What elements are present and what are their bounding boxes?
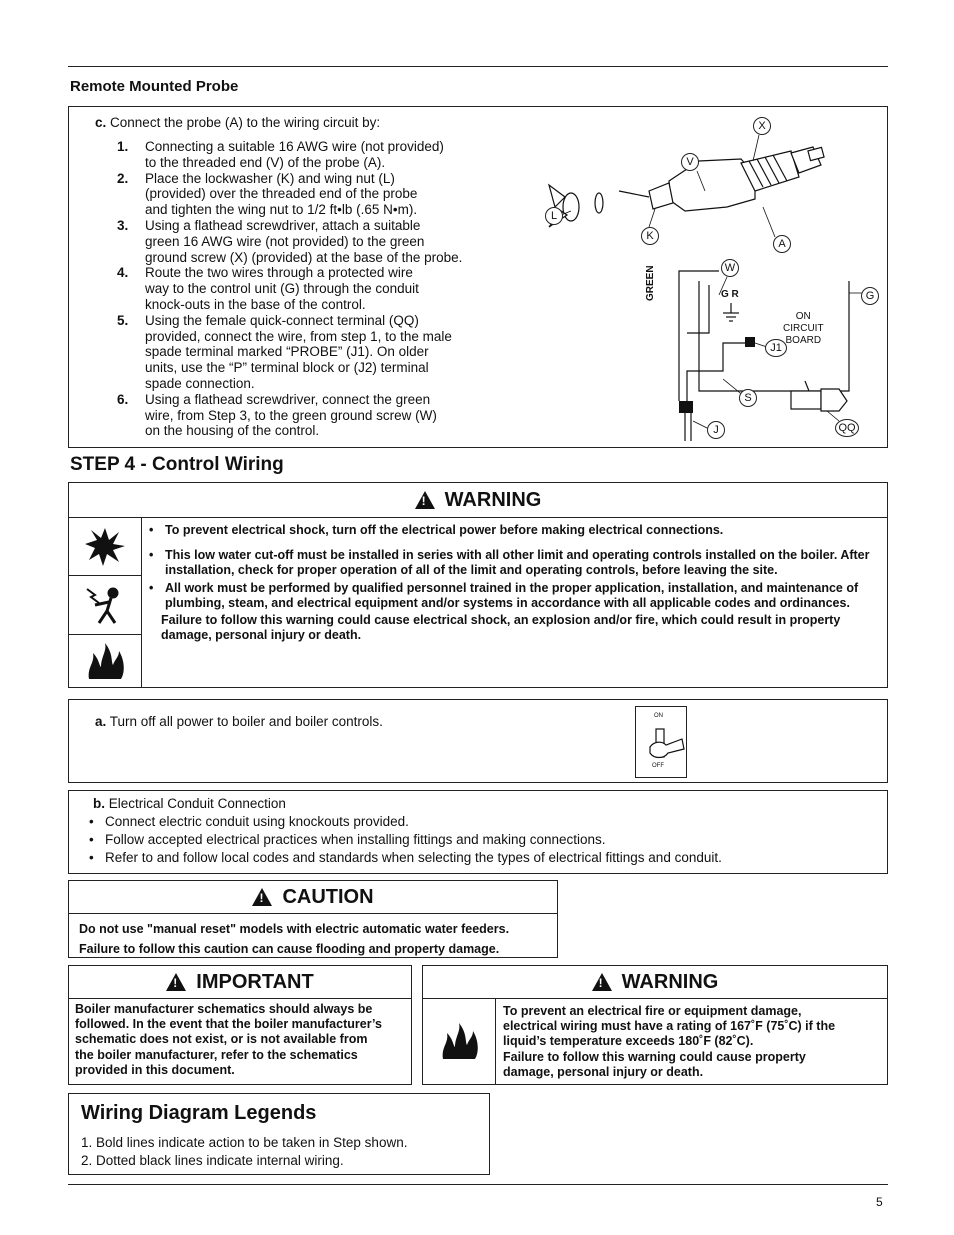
gr-terminal-label: G R	[721, 289, 739, 300]
caution-header	[69, 881, 557, 914]
legend-item: 2. Dotted black lines indicate internal wiring.	[81, 1153, 344, 1168]
warning-title: WARNING	[444, 488, 542, 511]
label-j1: J1	[765, 339, 787, 357]
step-b-bullet: • Follow accepted electrical practices when installing fittings and making connections.	[83, 831, 722, 849]
fire-warning-line: liquid’s temperature exceeds 180˚F (82˚C).	[503, 1034, 754, 1049]
label-j: J	[707, 421, 725, 439]
electric-shock-icon	[69, 576, 141, 635]
steps-list	[117, 139, 487, 439]
important-body	[75, 1002, 382, 1078]
warning-bullet: • This low water cut-off must be installed in series with all other limit and operating controls installed on the boiler. After installation, check for proper operation of all of the limit and operating controls, before leaving the site.	[143, 548, 881, 578]
step-line: green 16 AWG wire (not provided) to the green	[145, 233, 425, 249]
step-line: Using a flathead screwdriver, attach a suitable	[145, 217, 421, 233]
label-l: L	[545, 207, 563, 225]
fire-icon	[69, 635, 141, 687]
label-x: X	[753, 117, 771, 135]
label-qq: QQ	[835, 419, 859, 437]
board-line: ON	[795, 311, 811, 322]
step-line: on the housing of the control.	[145, 423, 320, 439]
step-a-box	[68, 699, 888, 783]
step-line: Route the two wires through a protected wire	[145, 265, 413, 281]
step-line: way to the control unit (G) through the conduit	[145, 281, 419, 297]
step-line: Using the female quick-connect terminal (QQ)	[145, 312, 419, 328]
warning-body	[143, 523, 881, 643]
step-line: to the threaded end (V) of the probe (A).	[145, 154, 386, 170]
step-b-bullet: • Connect electric conduit using knockouts provided.	[83, 813, 722, 831]
step-a-letter: a.	[95, 714, 107, 729]
fire-warning-line: To prevent an electrical fire or equipment damage,	[503, 1004, 802, 1018]
power-switch-illustration	[635, 706, 687, 778]
fire-warning-header	[423, 966, 887, 999]
important-title: IMPORTANT	[196, 970, 314, 993]
label-v: V	[681, 153, 699, 171]
step-2	[117, 171, 487, 218]
step-b-content	[93, 795, 722, 867]
step-number: 4.	[117, 265, 129, 281]
intro-text: Connect the probe (A) to the wiring circuit by:	[110, 115, 381, 130]
important-triangle-icon	[166, 973, 186, 991]
step-number: 6.	[117, 391, 129, 407]
step-line: knock-outs in the base of the control.	[145, 296, 366, 312]
label-k: K	[641, 227, 659, 245]
step-5	[117, 313, 487, 392]
caution-triangle-icon	[252, 888, 272, 906]
top-rule	[68, 66, 888, 67]
switch-on-label: ON	[654, 713, 663, 719]
probe-wiring-diagram	[509, 111, 885, 445]
warning-footer: Failure to follow this warning could cause electrical shock, an explosion and/or fire, which could result in property damage, personal injury or death.	[161, 613, 841, 643]
step-line: and tighten the wing nut to 1/2 ft•lb (.65 N•m).	[145, 202, 418, 218]
fire-warning-line: electrical wiring must have a rating of 167˚F (75˚C) if the	[503, 1019, 836, 1034]
label-w: W	[721, 259, 739, 277]
step4-title: STEP 4 - Control Wiring	[70, 454, 284, 475]
warning-bullet: • All work must be performed by qualified personnel trained in the proper application, installation, and maintenance of plumbing, steam, and electrical equipment and/or systems in accordance with all applicable codes and ordinances.	[143, 581, 881, 611]
step-line: Place the lockwasher (K) and wing nut (L)	[145, 170, 395, 186]
caution-line: Do not use "manual reset" models with electric automatic water feeders.	[79, 922, 510, 936]
important-line: schematic does not exist, or is not available from	[75, 1032, 368, 1047]
step-number: 1.	[117, 139, 129, 154]
step-line: provided, connect the wire, from step 1, to the male	[145, 328, 452, 344]
important-line: the boiler manufacturer, refer to the schematics	[75, 1047, 358, 1062]
step-number: 5.	[117, 312, 129, 328]
page-number: 5	[876, 1195, 883, 1209]
step-line: ground screw (X) (provided) at the base of the probe.	[145, 249, 463, 265]
step-6	[117, 392, 487, 439]
circuit-board-label	[783, 311, 824, 347]
important-line: Boiler manufacturer schematics should always be	[75, 1002, 373, 1016]
legends-list	[81, 1134, 407, 1170]
step-line: spade connection.	[145, 375, 255, 391]
step-line: Using a flathead screwdriver, connect the green	[145, 391, 431, 407]
fire-warning-box	[422, 965, 888, 1085]
label-a: A	[773, 235, 791, 253]
important-header	[69, 966, 411, 999]
fire-warning-body	[503, 1004, 835, 1080]
fire-warning-triangle-icon	[592, 973, 612, 991]
explosion-icon	[69, 517, 141, 576]
section-heading: Remote Mounted Probe	[70, 78, 239, 95]
caution-body	[79, 919, 509, 959]
important-line: followed. In the event that the boiler manufacturer’s	[75, 1017, 382, 1032]
step-number: 3.	[117, 217, 129, 233]
step-3	[117, 218, 487, 265]
warning-bullet: • To prevent electrical shock, turn off the electrical power before making electrical connections.	[143, 523, 881, 538]
step-line: Connecting a suitable 16 AWG wire (not provided)	[145, 139, 444, 154]
step-4	[117, 265, 487, 312]
step-b-letter: b.	[93, 796, 105, 811]
step-b-title: Electrical Conduit Connection	[108, 796, 286, 811]
green-wire-label: GREEN	[645, 265, 656, 301]
caution-box	[68, 880, 558, 958]
step-line: (provided) over the threaded end of the probe	[145, 186, 418, 202]
board-line: BOARD	[785, 335, 822, 346]
fire-warning-icon-cell	[423, 998, 496, 1084]
step-a-text	[95, 714, 383, 729]
probe-box	[68, 106, 888, 448]
label-g: G	[861, 287, 879, 305]
legends-box	[68, 1093, 490, 1175]
fire-icon	[439, 1021, 479, 1061]
warning-box	[68, 482, 888, 688]
fire-warning-title: WARNING	[621, 970, 719, 993]
step-a-instruction: Turn off all power to boiler and boiler controls.	[109, 714, 383, 729]
hand-on-switch-icon	[636, 707, 686, 777]
step-line: units, use the “P” terminal block or (J2) terminal	[145, 360, 429, 376]
caution-line: Failure to follow this caution can cause flooding and property damage.	[79, 942, 500, 956]
hazard-icons-column	[69, 517, 142, 687]
intro-letter: c.	[95, 115, 107, 130]
step-1	[117, 139, 487, 171]
legends-title: Wiring Diagram Legends	[81, 1102, 317, 1124]
step-b-bullet: • Refer to and follow local codes and standards when selecting the types of electrical fittings and conduit.	[83, 849, 722, 867]
probe-intro	[95, 115, 380, 130]
legend-item: 1. Bold lines indicate action to be taken in Step shown.	[81, 1135, 408, 1150]
fire-warning-line: damage, personal injury or death.	[503, 1064, 704, 1079]
warning-triangle-icon	[415, 491, 435, 509]
label-s: S	[739, 389, 757, 407]
board-line: CIRCUIT	[783, 323, 824, 334]
step-number: 2.	[117, 170, 129, 186]
bottom-rule	[68, 1184, 888, 1185]
switch-off-label: OFF	[652, 763, 664, 769]
fire-warning-line: Failure to follow this warning could cause property	[503, 1049, 806, 1064]
step-line: spade terminal marked “PROBE” (J1). On older	[145, 344, 429, 360]
step-b-heading	[93, 795, 722, 813]
step-line: wire, from Step 3, to the green ground screw (W)	[145, 407, 437, 423]
warning-header	[69, 483, 887, 518]
step-b-box	[68, 790, 888, 874]
caution-title: CAUTION	[282, 885, 374, 908]
important-line: provided in this document.	[75, 1062, 235, 1077]
important-box	[68, 965, 412, 1085]
